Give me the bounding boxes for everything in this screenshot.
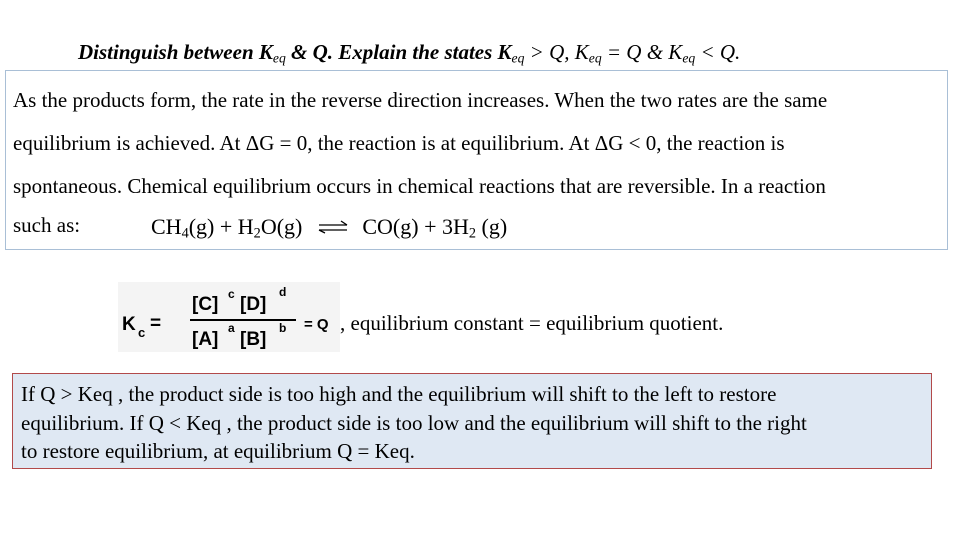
equilibrium-arrow-icon [318,220,348,234]
numerator-d: [D] [240,294,267,315]
paragraph-line: equilibrium. If Q < Keq , the product side is too low and the equilibrium will shift to the right [21,410,807,435]
title-text: Distinguish between K [78,40,273,64]
exponent-b: b [279,321,287,335]
reaction-line [13,208,947,248]
title-text: < Q. [695,40,741,64]
denominator-a: [A] [192,329,219,350]
such-as-label: such as: [13,213,81,237]
formula-caption: , equilibrium constant = equilibrium quotient. [340,311,724,335]
denominator-b: [B] [240,329,267,350]
numerator-c: [C] [192,294,219,315]
title-subscript: eq [682,50,696,66]
exponent-c: c [228,287,235,301]
exponent-a: a [228,321,235,335]
title-text: > Q, K [524,40,589,64]
reactant-methane: $CH_4(g) + H_2O(g)$ [151,214,303,242]
products: $CO(g) + 3H_2$ (g) [362,214,508,242]
title-subscript: eq [272,50,286,66]
title-subscript: eq [588,50,602,66]
kc-equals: = [150,313,162,334]
paragraph-line: If Q > Keq , the product side is too high and the equilibrium will shift to the left to restore [21,382,777,406]
title-text: = Q & K [601,40,683,64]
q-vs-keq-box [12,373,932,469]
paragraph-line: to restore equilibrium, at equilibrium Q = Keq. [21,439,415,463]
exponent-d: d [279,285,287,299]
kc-symbol: K [122,314,136,335]
equals-q: = Q [304,316,329,333]
equilibrium-constant-formula [118,282,340,352]
paragraph-line: spontaneous. Chemical equilibrium occurs in chemical reactions that are reversible. In a reaction [13,174,826,198]
paragraph-line: equilibrium is achieved. At ΔG = 0, the reaction is at equilibrium. At ΔG < 0, the reaction is [13,131,785,155]
reaction-equation [151,212,507,242]
kc-subscript: c [138,325,146,340]
slide-title [78,40,938,65]
title-subscript: eq [511,50,525,66]
title-text: & Q. Explain the states K [285,40,512,64]
equilibrium-explanation-box [5,70,948,250]
paragraph-line: As the products form, the rate in the reverse direction increases. When the two rates are the same [13,88,828,112]
